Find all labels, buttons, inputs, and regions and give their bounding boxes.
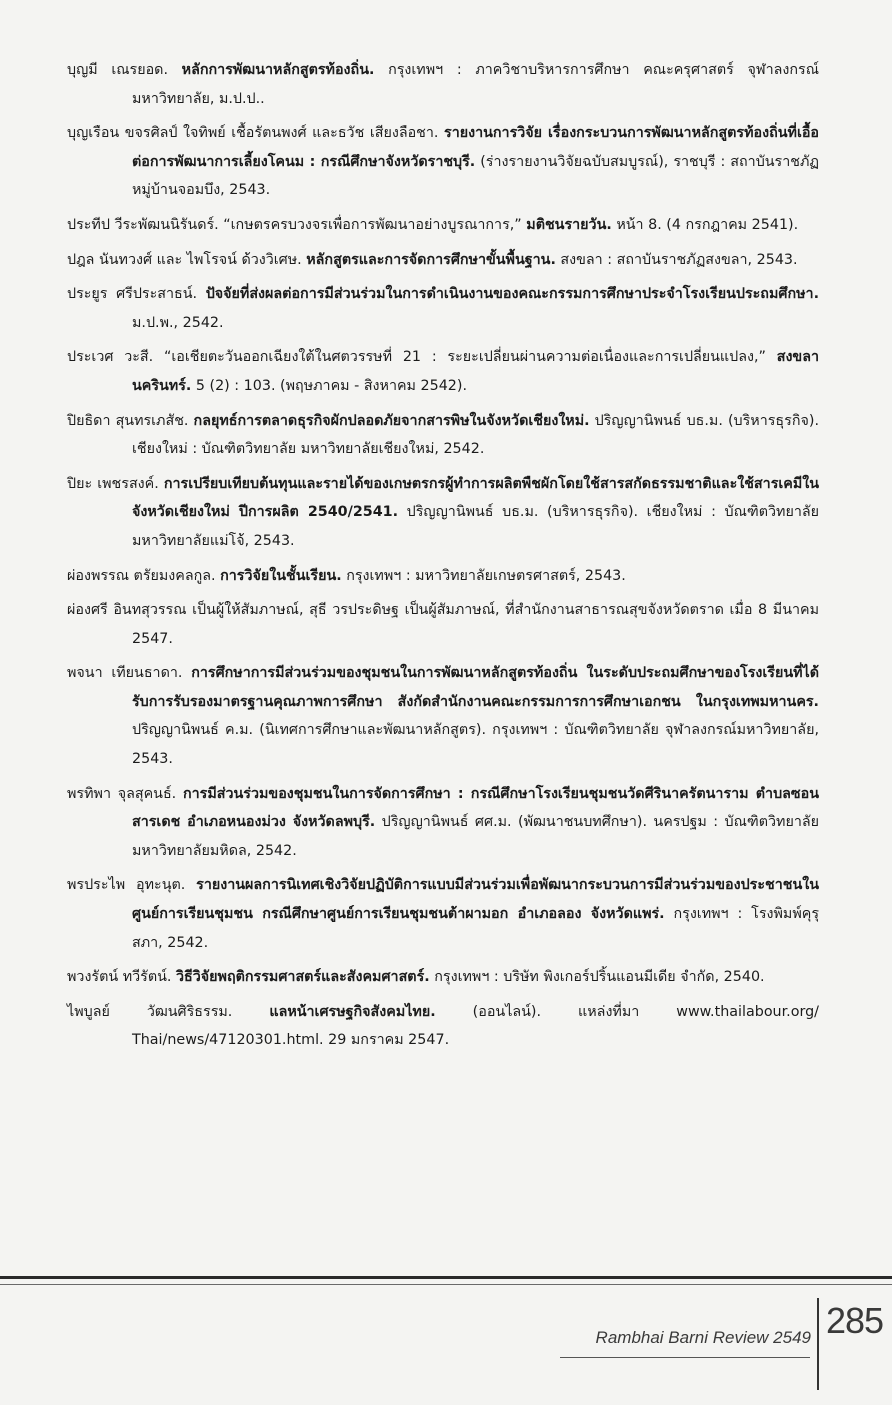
reference-title: ปัจจัยที่ส่งผลต่อการมีส่วนร่วมในการดำเนินงานของคณะกรรมการศึกษาประจำโรงเรียนประถมศึกษา. [205,286,819,303]
reference-author: ไพบูลย์ วัฒนศิริธรรม. [67,1003,270,1020]
reference-entry [67,871,819,957]
reference-title: การวิจัยในชั้นเรียน. [220,567,342,584]
reference-publication: ปริญญานิพนธ์ บธ.ม. (บริหารธุรกิจ). เชียงใหม่ : บัณฑิตวิทยาลัย มหาวิทยาลัยแม่โจ้, 2543. [132,504,819,549]
reference-publication: ปริญญานิพนธ์ ค.ม. (นิเทศการศึกษาและพัฒนาหลักสูตร). กรุงเทพฯ : บัณฑิตวิทยาลัย จุฬาลงกรณ์มหาวิทยาลัย, 2543. [132,722,819,768]
reference-publication: กรุงเทพฯ : โรงพิมพ์คุรุสภา, 2542. [132,906,819,951]
reference-title: วิธีวิจัยพฤติกรรมศาสตร์และสังคมศาสตร์. [176,969,430,986]
reference-publication: หน้า 8. (4 กรกฎาคม 2541). [611,216,799,233]
journal-name: Rambhai Barni Review 2549 [595,1328,811,1347]
reference-author: บุญเรือน ขจรศิลป์ ใจทิพย์ เชื้อรัตนพงศ์ และธวัช เสียงลือชา. [67,125,445,142]
reference-entry [67,56,819,113]
reference-author: พจนา เทียนธาดา. [67,665,192,682]
reference-publication: กรุงเทพฯ : มหาวิทยาลัยเกษตรศาสตร์, 2543. [341,567,626,584]
reference-title: มติชนรายวัน. [526,216,612,233]
reference-title: แลหน้าเศรษฐกิจสังคมไทย. [269,1003,436,1020]
reference-publication: กรุงเทพฯ : บริษัท พิงเกอร์ปริ้นแอนมีเดีย จำกัด, 2540. [429,969,765,986]
footer-rule-thick [0,1276,892,1279]
reference-title: การมีส่วนร่วมของชุมชนในการจัดการศึกษา : กรณีศึกษาโรงเรียนชุมชนวัดศีรินาครัตนาราม ตำบลซอนสารเดช อำเภอหนองม่วง จังหวัดลพบุรี. [132,785,819,831]
footer-rule-thin [0,1284,892,1285]
reference-entry [67,407,819,464]
reference-title: การเปรียบเทียบต้นทุนและรายได้ของเกษตรกรผู้ทำการผลิตพืชผักโดยใช้สารสกัดธรรมชาติและใช้สารเคมีในจังหวัดเชียงใหม่ ปีการผลิต 2540/2541. [132,475,819,521]
reference-title: หลักการพัฒนาหลักสูตรท้องถิ่น. [181,62,375,78]
reference-author: พวงรัตน์ ทวีรัตน์. [67,969,176,986]
reference-entry [67,659,819,773]
reference-entry [67,280,819,337]
reference-entry [67,998,819,1055]
reference-author: ประยูร ศรีประสาธน์. [67,286,206,303]
reference-entry [67,963,819,992]
reference-entry [67,119,819,205]
reference-publication: (ร่างรายงานวิจัยฉบับสมบูรณ์), ราชบุรี : สถาบันราชภัฏหมู่บ้านจอมบึง, 2543. [132,153,819,199]
reference-entry [67,343,819,400]
reference-author: พรทิพา จุลสุคนธ์. [67,785,183,802]
reference-publication: (ออนไลน์). แหล่งที่มา www.thailabour.org/ Thai/news/47120301.html. 29 มกราคม 2547. [132,1003,819,1049]
reference-entry [67,246,819,275]
reference-author: ประเวศ วะสี. “เอเชียตะวันออกเฉียงใต้ในศตวรรษที่ 21 : ระยะเปลี่ยนผ่านความต่อเนื่องและการเปลี่ยนแปลง,” [67,349,777,366]
reference-title: สงขลานครินทร์. [132,349,819,394]
reference-entry [67,596,819,653]
reference-author: ผ่องพรรณ ตรัยมงคลกูล. [67,567,221,584]
reference-author: ปิยธิดา สุนทรเภสัช. [67,412,194,429]
reference-author: บุญมี เณรยอด. [67,62,182,78]
reference-publication: ปริญญานิพนธ์ บธ.ม. (บริหารธุรกิจ). เชียงใหม่ : บัณฑิตวิทยาลัย มหาวิทยาลัยเชียงใหม่, 2542. [132,412,819,458]
reference-author: ปิยะ เพชรสงค์. [67,475,164,492]
reference-author: ปฎล นันทวงศ์ และ ไพโรจน์ ด้วงวิเศษ. [67,251,307,268]
reference-entry [67,780,819,866]
reference-entry [67,470,819,556]
reference-title: รายงานการวิจัย เรื่องกระบวนการพัฒนาหลักสูตรท้องถิ่นที่เอื้อต่อการพัฒนาการเลี้ยงโคนม : กรณีศึกษาจังหวัดราชบุรี. [132,125,820,170]
reference-publication: กรุงเทพฯ : ภาควิชาบริหารการศึกษา คณะครุศาสตร์ จุฬาลงกรณ์มหาวิทยาลัย, ม.ป.ป.. [132,62,819,107]
reference-publication: 5 (2) : 103. (พฤษภาคม - สิงหาคม 2542). [191,377,468,394]
reference-publication: สงขลา : สถาบันราชภัฏสงขลา, 2543. [555,251,798,268]
reference-publication: ม.ป.พ., 2542. [132,314,224,331]
footer-divider [817,1298,819,1390]
reference-list [67,56,819,1061]
footer-underline [560,1357,810,1358]
reference-entry [67,562,819,591]
page-number: 285 [826,1300,884,1341]
reference-author: ประทีป วีระพัฒนนิรันดร์. “เกษตรครบวงจรเพื่อการพัฒนาอย่างบูรณาการ,” [67,216,527,233]
reference-title: รายงานผลการนิเทศเชิงวิจัยปฏิบัติการแบบมีส่วนร่วมเพื่อพัฒนากระบวนการมีส่วนร่วมของประชาชนในศูนย์การเรียนชุมชน กรณีศึกษาศูนย์การเรียนชุมชนต้าผามอก อำเภอลอง จังหวัดแพร่. [132,877,819,923]
reference-title: กลยุทธ์การตลาดธุรกิจผักปลอดภัยจากสารพิษในจังหวัดเชียงใหม่. [193,412,590,429]
reference-title: การศึกษาการมีส่วนร่วมของชุมชนในการพัฒนาหลักสูตรท้องถิ่น ในระดับประถมศึกษาของโรงเรียนที่ได้รับการรับรองมาตรฐานคุณภาพการศึกษา สังกัดสำนักงานคณะกรรมการการศึกษาเอกชน ในกรุงเทพมหานคร. [132,665,820,710]
reference-author: พรประไพ อุทะนุต. [67,877,197,894]
reference-title: หลักสูตรและการจัดการศึกษาขั้นพื้นฐาน. [306,251,556,268]
reference-publication: ปริญญานิพนธ์ ศศ.ม. (พัฒนาชนบทศึกษา). นครปฐม : บัณฑิตวิทยาลัย มหาวิทยาลัยมหิดล, 2542. [132,814,819,859]
reference-author: ผ่องศรี อินทสุวรรณ เป็นผู้ให้สัมภาษณ์, สุธี วรประดิษฐ เป็นผู้สัมภาษณ์, ที่สำนักงานสาธารณสุขจังหวัดตราด เมื่อ 8 มีนาคม 2547. [67,602,819,647]
reference-entry [67,211,819,240]
